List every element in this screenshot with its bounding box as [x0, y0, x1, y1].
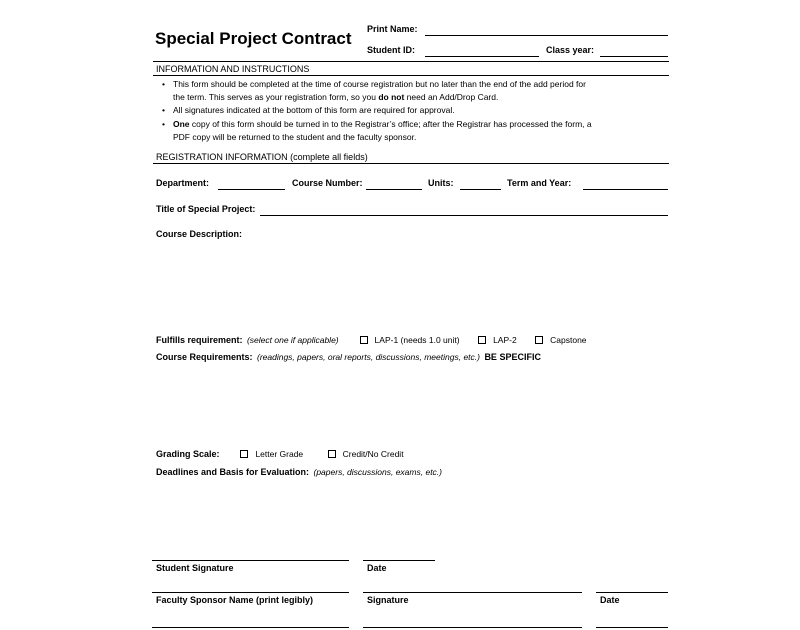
faculty-sponsor-label: Faculty Sponsor Name (print legibly) — [156, 595, 314, 605]
option-capstone[interactable]: Capstone — [535, 335, 586, 345]
deadlines-label: Deadlines and Basis for Evaluation: — [156, 467, 310, 477]
student-signature-label: Student Signature — [156, 563, 234, 573]
divider — [153, 75, 669, 76]
signature-line[interactable] — [363, 592, 582, 593]
term-year-field[interactable] — [583, 189, 668, 190]
course-number-field[interactable] — [366, 189, 422, 190]
option-credit-no-credit[interactable]: Credit/No Credit — [328, 449, 404, 459]
checkbox[interactable] — [240, 450, 248, 458]
checkbox[interactable] — [535, 336, 543, 344]
option-lap-1[interactable]: LAP-1 (needs 1.0 unit) — [360, 335, 460, 345]
grading-row — [156, 444, 418, 462]
deadlines-row — [156, 462, 442, 480]
checkbox[interactable] — [360, 336, 368, 344]
checkbox[interactable] — [328, 450, 336, 458]
student-id-label: Student ID: — [367, 45, 415, 55]
bottom-line-3 — [596, 627, 668, 628]
units-label: Units: — [428, 178, 454, 188]
project-title-field[interactable] — [260, 215, 668, 216]
student-signature-line[interactable] — [152, 560, 349, 561]
date-label-1: Date — [367, 563, 387, 573]
term-year-label: Term and Year: — [507, 178, 572, 188]
instruction-bullet-2: • All signatures indicated at the bottom of this form are required for approval. — [162, 105, 455, 115]
fulfills-row — [156, 330, 601, 348]
department-field[interactable] — [218, 189, 285, 190]
bottom-line-2 — [363, 627, 582, 628]
course-requirements-row — [156, 347, 541, 365]
print-name-label: Print Name: — [367, 24, 418, 34]
page-title: Special Project Contract — [155, 29, 352, 48]
course-requirements-note: (readings, papers, oral reports, discussions, meetings, etc.) — [256, 352, 480, 362]
divider — [153, 61, 669, 62]
fulfills-label: Fulfills requirement: — [156, 335, 243, 345]
instruction-bullet-1: • This form should be completed at the time of course registration but no later than the end of the add period for the term. This serves as your registration form, so you do not need an Add/Drop Card. — [162, 79, 586, 102]
registration-heading: REGISTRATION INFORMATION (complete all fields) — [156, 152, 368, 162]
class-year-label: Class year: — [546, 45, 595, 55]
print-name-field[interactable] — [425, 35, 668, 36]
faculty-sponsor-line[interactable] — [152, 592, 349, 593]
grading-label: Grading Scale: — [156, 449, 220, 459]
divider — [153, 163, 669, 164]
fulfills-note: (select one if applicable) — [246, 335, 339, 345]
course-description-label: Course Description: — [156, 229, 243, 239]
class-year-field[interactable] — [600, 56, 668, 57]
date-line-1[interactable] — [363, 560, 435, 561]
units-field[interactable] — [460, 189, 501, 190]
checkbox[interactable] — [478, 336, 486, 344]
deadlines-note: (papers, discussions, exams, etc.) — [313, 467, 442, 477]
be-specific: BE SPECIFIC — [484, 352, 541, 362]
signature-label: Signature — [367, 595, 409, 605]
instruction-bullet-3: • One copy of this form should be turned in to the Registrar’s office; after the Registrar has processed the form, a PDF copy will be returned to the student and the faculty sponsor. — [162, 119, 592, 142]
project-title-label: Title of Special Project: — [156, 204, 256, 214]
department-label: Department: — [156, 178, 210, 188]
option-lap-2[interactable]: LAP-2 — [478, 335, 517, 345]
instructions-heading: INFORMATION AND INSTRUCTIONS — [156, 64, 310, 74]
course-requirements-label: Course Requirements: — [156, 352, 253, 362]
date-label-2: Date — [600, 595, 620, 605]
date-line-2[interactable] — [596, 592, 668, 593]
option-letter-grade[interactable]: Letter Grade — [240, 449, 303, 459]
bottom-line-1 — [152, 627, 349, 628]
course-number-label: Course Number: — [292, 178, 363, 188]
student-id-field[interactable] — [425, 56, 539, 57]
